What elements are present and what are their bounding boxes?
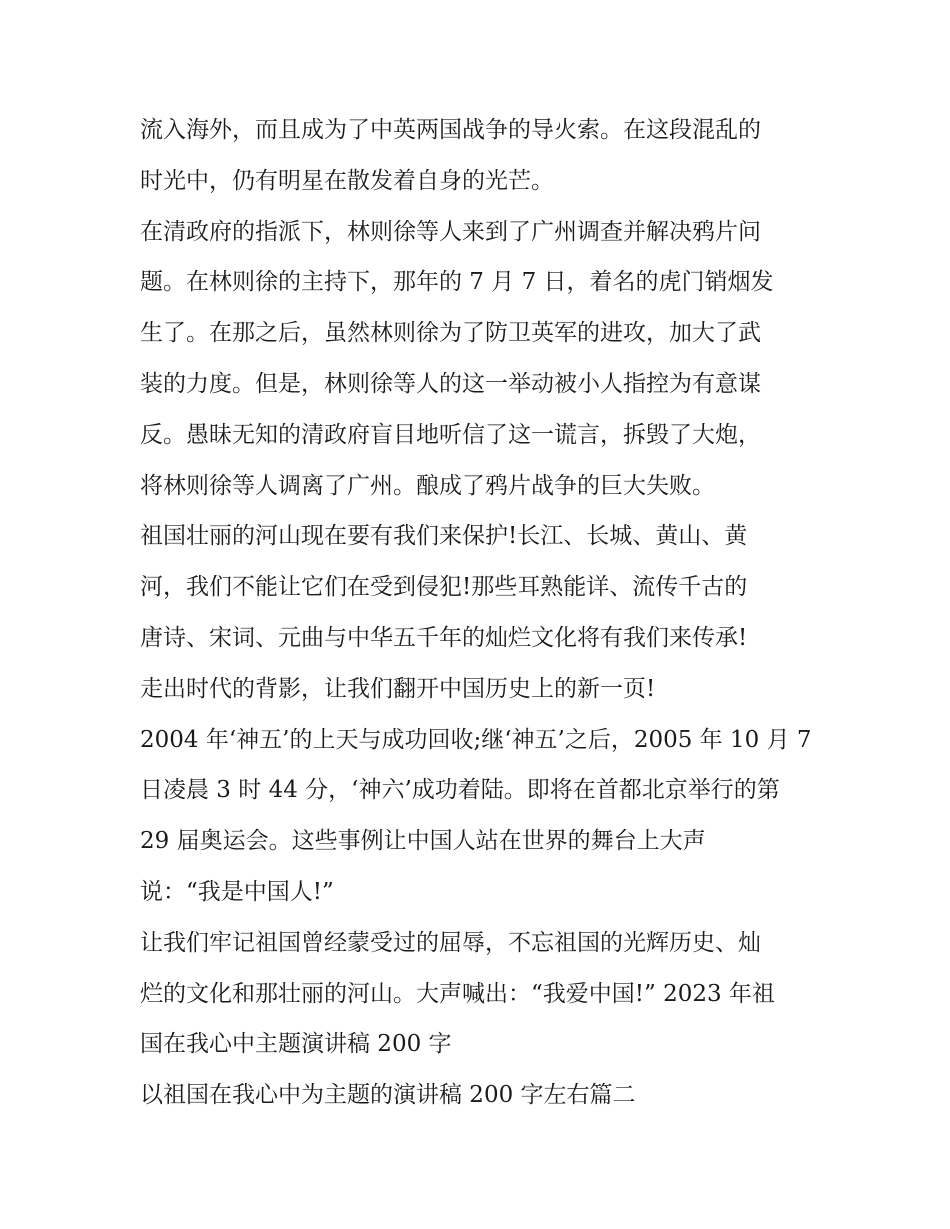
text-line: 走出时代的背影，让我们翻开中国历史上的新一页!: [140, 675, 656, 702]
document-body: [140, 105, 820, 1121]
text-line: 在清政府的指派下，林则徐等人来到了广州调查并解决鸦片问: [140, 218, 761, 245]
text-line: 让我们牢记祖国曾经蒙受过的屈辱，不忘祖国的光辉历史、灿: [140, 929, 761, 956]
text-line: 时光中，仍有明星在散发着自身的光芒。: [140, 167, 554, 194]
text-line: 唐诗、宋词、元曲与中华五千年的灿烂文化将有我们来传承!: [140, 624, 748, 651]
text-line: 祖国壮丽的河山现在要有我们来保护!长江、长城、黄山、黄: [140, 523, 748, 550]
text-line: 流入海外，而且成为了中英两国战争的导火索。在这段混乱的: [140, 117, 761, 143]
text-line: 将林则徐等人调离了广州。酿成了鸦片战争的巨大失败。: [140, 472, 715, 499]
text-line: 河，我们不能让它们在受到侵犯!那些耳熟能详、流传千古的: [140, 574, 748, 601]
text-line: 国在我心中主题演讲稿 200 字: [140, 1031, 452, 1058]
text-line: 烂的文化和那壮丽的河山。大声喊出：“我爱中国!” 2023 年祖: [140, 980, 775, 1007]
text-line: 反。愚昧无知的清政府盲目地听信了这一谎言，拆毁了大炮，: [140, 421, 761, 448]
text-line: 说：“我是中国人!”: [140, 878, 334, 905]
text-line: 生了。在那之后，虽然林则徐为了防卫英军的进攻，加大了武: [140, 320, 761, 347]
text-line: 以祖国在我心中为主题的演讲稿 200 字左右篇二: [140, 1082, 636, 1109]
text-line: 29 届奥运会。这些事例让中国人站在世界的舞台上大声: [140, 828, 706, 855]
text-line: 装的力度。但是，林则徐等人的这一举动被小人指控为有意谋: [140, 370, 761, 397]
text-line: 日凌晨 3 时 44 分，‘神六’成功着陆。即将在首都北京举行的第: [140, 777, 780, 804]
text-line: 题。在林则徐的主持下，那年的 7 月 7 日，着名的虎门销烟发: [140, 269, 774, 296]
text-line: 2004 年‘神五’的上天与成功回收;继‘神五’之后，2005 年 10 月 7: [140, 726, 812, 753]
